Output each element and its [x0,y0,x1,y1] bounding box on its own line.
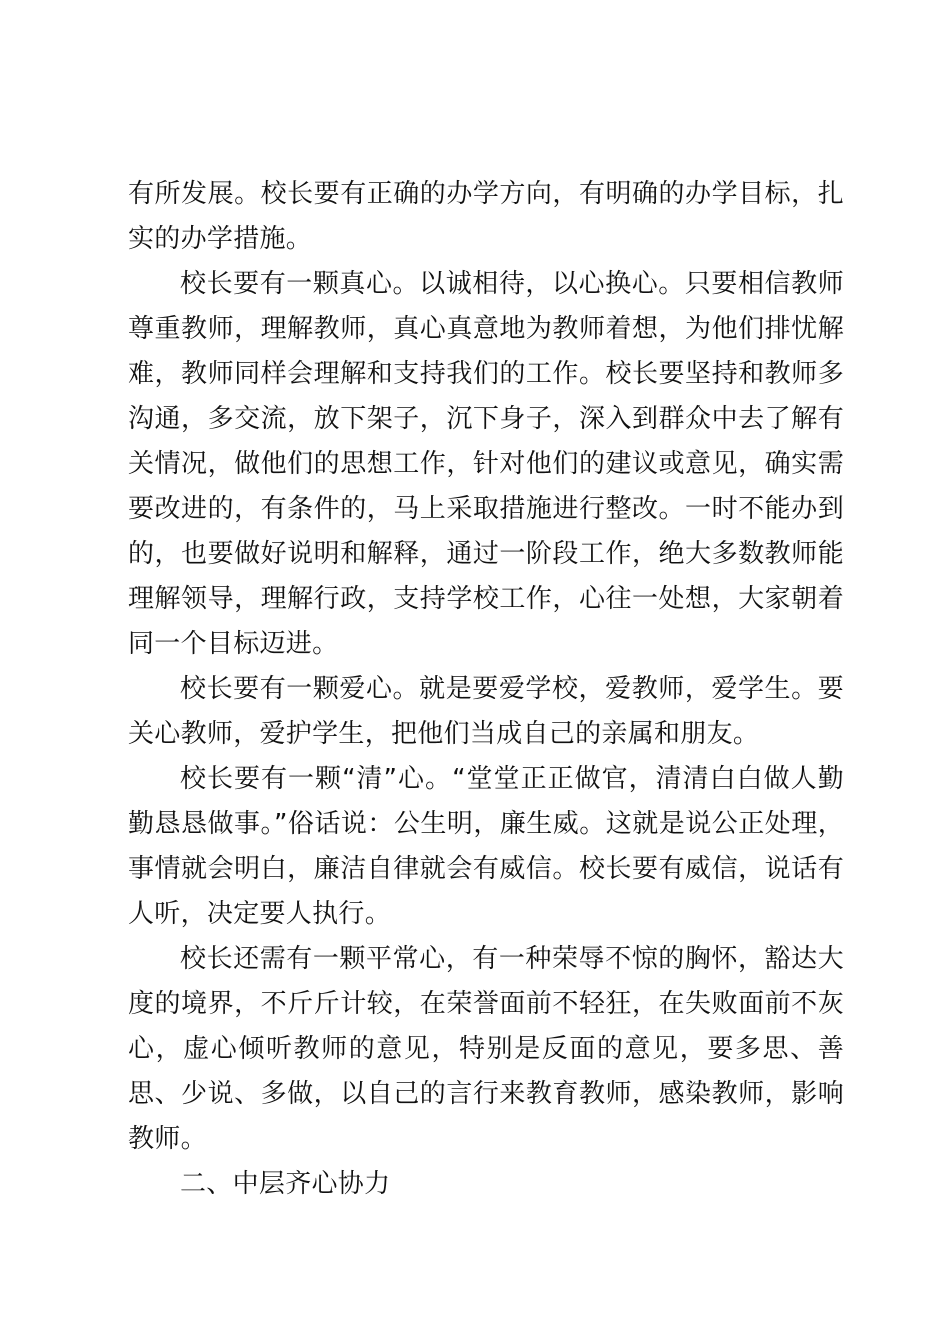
paragraph-clean-heart: 校长要有一颗“清”心。“堂堂正正做官，清清白白做人勤勤恳恳做事。”俗话说：公生明，廉生威。这就是说公正处理，事情就会明白，廉洁自律就会有威信。校长要有威信，说话有人听，决定要人执行。 [128,764,844,929]
section-heading: 二、中层齐心协力 [180,1169,391,1199]
paragraph-continued: 有所发展。校长要有正确的办学方向，有明确的办学目标，扎实的办学措施。 [128,179,844,254]
paragraph-loving-heart: 校长要有一颗爱心。就是要爱学校，爱教师，爱学生。要关心教师，爱护学生，把他们当成自己的亲属和朋友。 [128,674,844,749]
paragraph-ordinary-heart: 校长还需有一颗平常心，有一种荣辱不惊的胸怀，豁达大度的境界，不斤斤计较，在荣誉面前不轻狂，在失败面前不灰心，虚心倾听教师的意见，特别是反面的意见，要多思、善思、少说、多做，以自己的言行来教育教师，感染教师，影响教师。 [128,944,844,1154]
document-body [128,172,844,1207]
paragraph-sincere-heart: 校长要有一颗真心。以诚相待，以心换心。只要相信教师尊重教师，理解教师，真心真意地为教师着想，为他们排忧解难，教师同样会理解和支持我们的工作。校长要坚持和教师多沟通，多交流，放下架子，沉下身子，深入到群众中去了解有关情况，做他们的思想工作，针对他们的建议或意见，确实需要改进的，有条件的，马上采取措施进行整改。一时不能办到的，也要做好说明和解释，通过一阶段工作，绝大多数教师能理解领导，理解行政，支持学校工作，心往一处想，大家朝着同一个目标迈进。 [128,269,844,659]
